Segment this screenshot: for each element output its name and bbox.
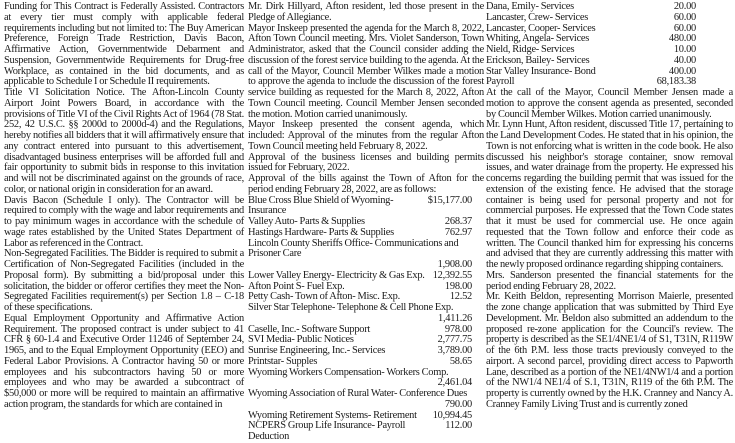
bill-row — [248, 411, 484, 422]
paragraph: Funding for This Contract is Federally Assisted. Contractors at every tier must comply with applicable federal requirements including but not limited to: The Buy American Preference, Foreign Trade Restriction, Davis Bacon, Affirmative Action, Governmentwide Debarment and Suspension, Governmentwide Requirements for Drug-free Workplace, as contained in the bid documents, and as applicable to Schedule I or Schedule II requirements. — [4, 1, 244, 88]
bill-payee: Erickson, Bailey- Services — [486, 54, 590, 66]
bill-amount: 10,994.45 — [432, 409, 472, 421]
paragraph: Title VI Solicitation Notice. The Afton-Lincoln County Airport Joint Powers Board, in accordance with the provisions of Title VI of the Civil Rights Act of 1964 (78 Stat. 252, 42 U.S.C. §§ 2000d to 2000d-4) and the Regulations, hereby notifies all bidders that it will affirmatively ensure that any contract entered into pursuant to this advertisement, disadvantaged business enterprises will be afforded full and fair opportunity to submit bids in response to this invitation and will not be discriminated against on the grounds of race, color, or national origin in consideration for an award. — [4, 87, 244, 195]
bill-amount: 1,411.26 — [438, 312, 472, 324]
paragraph: Mr. Lynn Hunt, Afton resident, discussed Title 17, pertaining to the Land Development Codes. He stated that in his opinion, the Town is not enforcing what is written in the code book. He also discussed his neighbor's storage container, snow removal issues, and water drainage from the property. He expressed his concerns regarding the building permit that was issued for the extension of the existing fence. He advised that the storage container is being used for personal property and not for commercial purposes. He expressed that the Town Code states that it must be used for commercial use. He once again requested that the Town follow and enforce their code as written. The Council thanked him for expressing his concerns and advised that they are currently addressing this matter with the newly proposed ordinance regarding shipping containers. — [486, 119, 733, 270]
bill-row — [248, 271, 484, 282]
bill-payee: Payroll — [486, 76, 515, 88]
bill-payee: Caselle, Inc.- Software Support — [248, 323, 371, 335]
paragraph: Mayor Inskeep presented the consent agenda, which included: Approval of the minutes from the regular Afton Town Council meeting held February 8, 2022. — [248, 119, 484, 152]
bill-payee: Blue Cross Blue Shield of Wyoming- Insurance — [248, 194, 394, 217]
bill-amount: 1,908.00 — [437, 259, 472, 270]
column-1 — [4, 2, 244, 411]
bill-row — [248, 368, 484, 390]
paragraph: Equal Employment Opportunity and Affirmative Action Requirement. The proposed contract is under subject to 41 CFR § 60-1.4 and Executive Order 11246 of September 24, 1965, and to the Equal Employment Opportunity (EEO) and Federal Labor Provisions. A Contractor having 50 or more employees and his subcontractors having 50 or more employees and who may be awarded a subcontract of $50,000 or more will be required to maintain an affirmative action program, the standards for which are contained in — [4, 312, 244, 410]
bill-amount: 112.00 — [445, 420, 472, 432]
bill-amount: 3,789.00 — [437, 345, 472, 356]
bill-row — [486, 13, 733, 24]
paragraph: Davis Bacon (Schedule I only). The Contractor will be required to comply with the wage and labor requirements and to pay minimum wages in accordance with the schedule of wage rates established by the United States Department of Labor as referenced in the Contract. — [4, 194, 244, 249]
column-2 — [248, 2, 484, 443]
bill-row — [248, 303, 484, 325]
bill-amount: 58.65 — [449, 355, 472, 367]
bill-payee: Whiting, Angela- Services — [486, 33, 590, 45]
bill-payee: Nield, Ridge- Services — [486, 44, 575, 55]
bill-amount: 12,392.55 — [432, 269, 472, 281]
bill-row — [248, 196, 484, 218]
paragraph: Approval of the business licenses and building permits issued for February, 2022. — [248, 151, 484, 174]
bill-payee: Wyoming Retirement Systems- Retirement — [248, 409, 417, 421]
paragraph: Approval of the bills against the Town of Afton for the period ending February 28, 2022, are as follows: — [248, 173, 484, 195]
bill-payee: Sunrise Engineering, Inc.- Services — [248, 345, 386, 356]
bill-amount: 40.00 — [673, 54, 696, 66]
paragraph: At the call of the Mayor, Council Member Jensen made a motion to approve the consent agenda as presented, seconded by Council Member Wilkes. Motion carried unanimously. — [486, 87, 733, 120]
paragraph: Mr. Keith Beldon, representing Morrison Maierle, presented the zone change application that was submitted by Third Eye Development. Mr. Beldon also submitted an addendum to the proposed re-zone application for the Council's review. The property is described as the SE1/4NE1/4 of S1, T31N, R119W of the 6th P.M. less those tracts previously conveyed to the airport. A second parcel, providing direct access to Papworth Lane, described as a portion of the NE1/4NW1/4 and a portion of the NW1/4 NE1/4 of S.1, T31N, R119 of the 6th P.M. The property is currently owned by the H.K. Cranney and Nancy A. Cranney Family Living Trust and is currently zoned — [486, 291, 733, 410]
bill-payee: Wyoming Association of Rural Water- Conference Dues — [248, 388, 468, 399]
bill-payee: Star Valley Insurance- Bond — [486, 65, 596, 77]
bill-payee: Valley Auto- Parts & Supplies — [248, 216, 365, 227]
bill-amount: 198.00 — [444, 280, 472, 292]
column-3 — [486, 2, 733, 411]
bill-payee: Lincoln County Sheriffs Office- Communications and Prisoner Care — [248, 237, 459, 260]
bill-payee: Afton Point S- Fuel Exp. — [248, 280, 345, 292]
bill-amount: 790.00 — [444, 398, 472, 410]
bill-amount: 2,461.04 — [437, 377, 472, 389]
bill-payee: Lancaster, Crew- Services — [486, 11, 589, 23]
bill-amount: 978.00 — [444, 323, 472, 335]
paragraph: Mayor Inskeep presented the agenda for the March 8, 2022, Afton Town Council meeting. Mrs. Violet Sanderson, Town Administrator, asked that the Council consider adding the discussion of the forest service building to the agenda. At the call of the Mayor, Council Member Wilkes made a motion to approve the agenda to include the discussion of the forest service building as requested for the March 8, 2022, Afton Town Council meeting. Council Member Jensen seconded the motion. Motion carried unanimously. — [248, 22, 484, 120]
bill-row — [486, 56, 733, 67]
bill-payee: SVI Media- Public Notices — [248, 334, 354, 346]
bill-payee: Lancaster, Cooper- Services — [486, 22, 596, 34]
bill-payee: Wyoming Workers Compensation- Workers Comp. — [248, 366, 449, 378]
bill-amount: 762.97 — [444, 226, 472, 238]
bill-amount: 68,183.38 — [656, 76, 696, 88]
bill-amount: 20.00 — [673, 1, 696, 12]
bill-amount: 60.00 — [673, 22, 696, 34]
paragraph: Non-Segregated Facilities. The Bidder is required to submit a Certification of Non-Segregated Facilities (included in the Proposal form). By submitting a bid/proposal under this solicitation, the bidder or offeror certifies they meet the Non-Segregated Facilities requirement(s) per Section 1.8 – C-18 of these specifications. — [4, 248, 244, 313]
paragraph: Mr. Dirk Hillyard, Afton resident, led those present in the Pledge of Allegiance. — [248, 1, 484, 23]
bill-payee: NCPERS Group Life Insurance- Payroll Deduction — [248, 420, 406, 442]
bill-payee: Printstar- Supples — [248, 355, 318, 367]
bill-payee: Dana, Emily- Services — [486, 1, 574, 12]
bill-amount: 60.00 — [673, 11, 696, 23]
bill-amount: $15,177.00 — [427, 194, 472, 206]
bill-amount: 400.00 — [668, 65, 696, 77]
bill-amount: 480.00 — [668, 33, 696, 45]
bill-payee: Petty Cash- Town of Afton- Misc. Exp. — [248, 291, 400, 303]
bill-payee: Silver Star Telephone- Telephone & Cell Phone Exp. — [248, 302, 454, 313]
bill-amount: 10.00 — [673, 44, 696, 55]
bill-row — [248, 421, 484, 443]
bill-amount: 12.52 — [449, 291, 472, 303]
bill-payee: Lower Valley Energy- Electricity & Gas Exp. — [248, 269, 425, 281]
bill-row — [248, 239, 484, 271]
bill-amount: 268.37 — [444, 216, 472, 227]
paragraph: Mrs. Sanderson presented the financial statements for the period ending February 28, 2022. — [486, 269, 733, 292]
bill-payee: Hastings Hardware- Parts & Supplies — [248, 226, 394, 238]
bill-amount: 2,777.75 — [437, 334, 472, 346]
